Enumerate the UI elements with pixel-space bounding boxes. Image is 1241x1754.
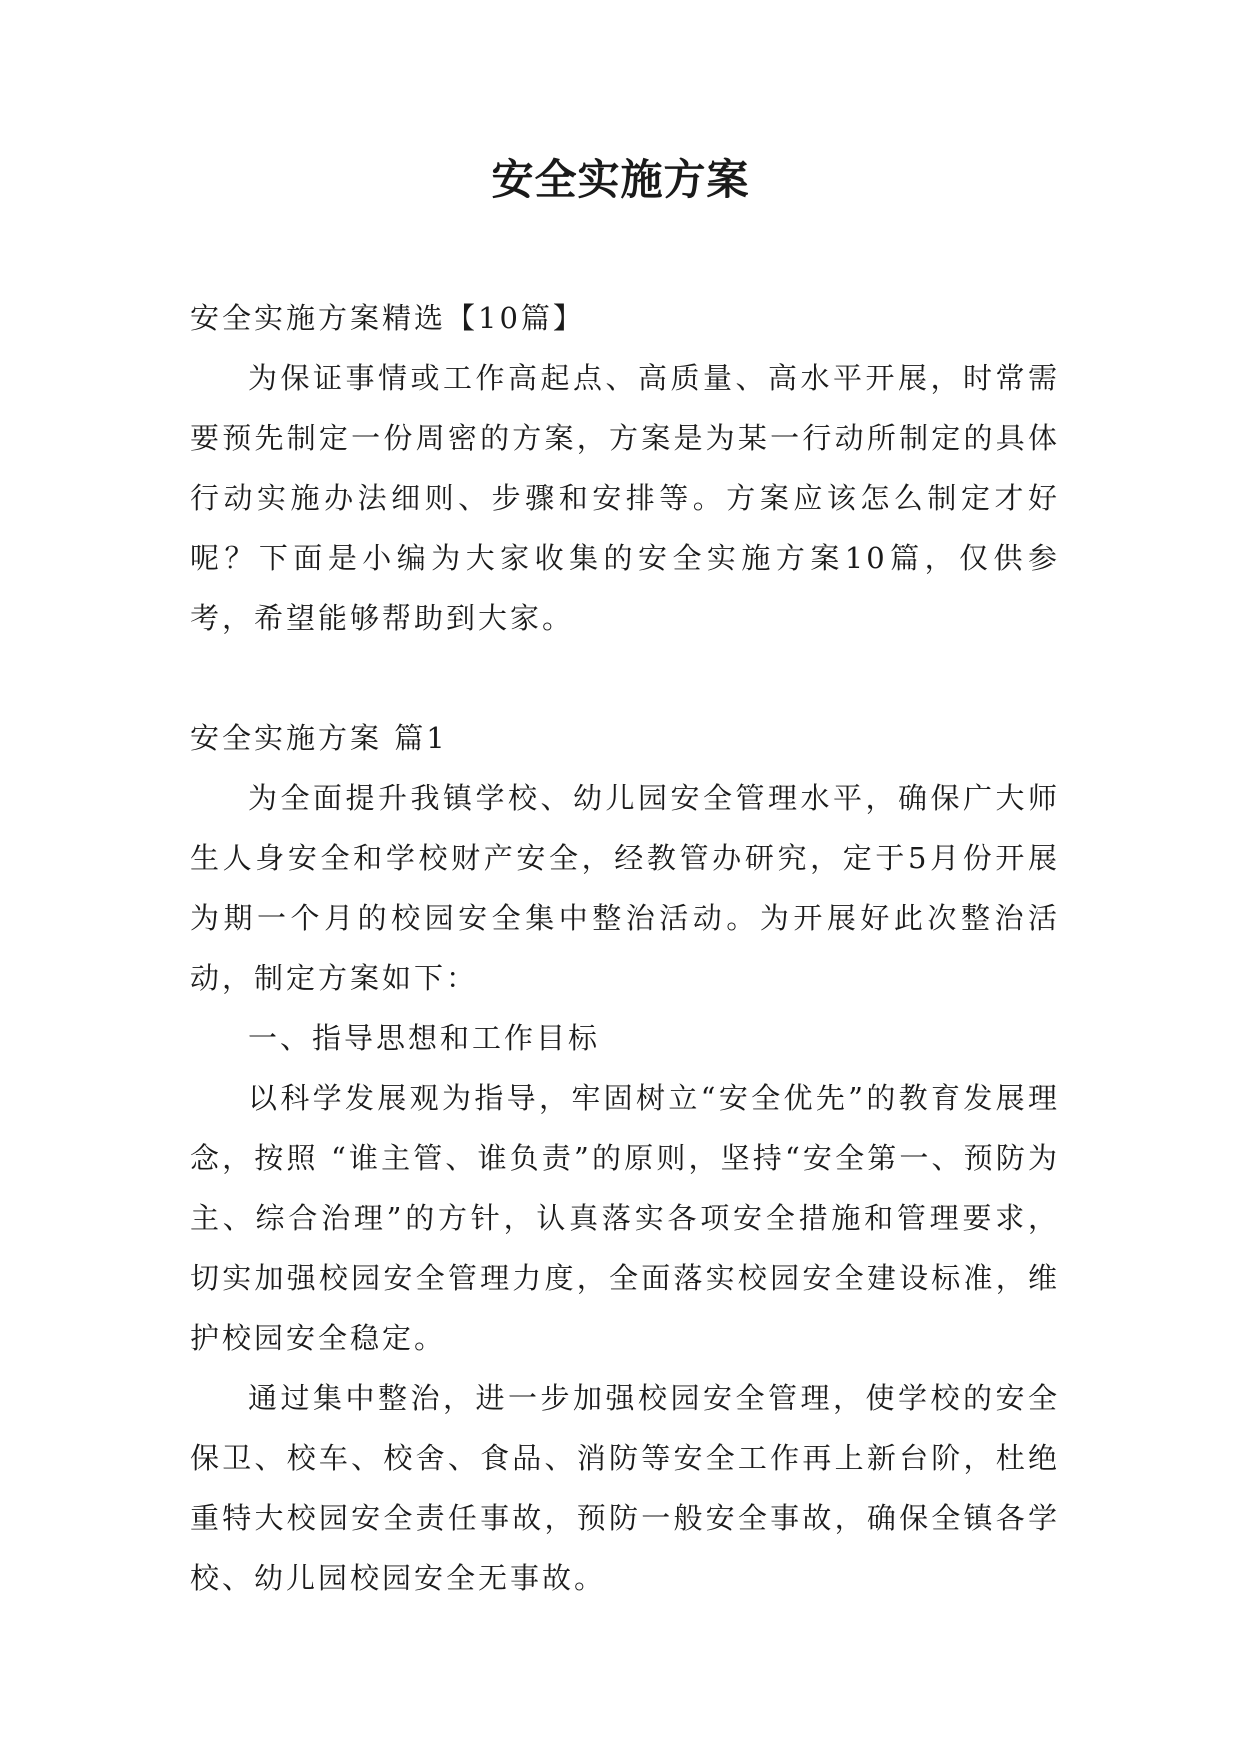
intro-paragraph: 为保证事情或工作高起点、高质量、高水平开展，时常需要预先制定一份周密的方案，方案是为某一行动所制定的具体行动实施办法细则、步骤和安排等。方案应该怎么制定才好呢？下面是小编为大家收集的安全实施方案10篇，仅供参考，希望能够帮助到大家。 bbox=[190, 361, 1060, 635]
document-subtitle: 安全实施方案精选【10篇】 bbox=[190, 301, 585, 335]
body-paragraph: 通过集中整治，进一步加强校园安全管理，使学校的安全保卫、校车、校舍、食品、消防等安全工作再上新台阶，杜绝重特大校园安全责任事故，预防一般安全事故，确保全镇各学校、幼儿园校园安全无事故。 bbox=[190, 1381, 1060, 1595]
subsection-heading: 一、指导思想和工作目标 bbox=[248, 1021, 601, 1055]
section-spacer bbox=[190, 648, 1060, 708]
section-heading: 安全实施方案 篇1 bbox=[190, 721, 448, 755]
document-title: 安全实施方案 bbox=[491, 155, 750, 204]
body-paragraph: 以科学发展观为指导，牢固树立“安全优先”的教育发展理念，按照 “谁主管、谁负责”的原则，坚持“安全第一、预防为主、综合治理”的方针，认真落实各项安全措施和管理要求，切实加强校园安全管理力度，全面落实校园安全建设标准，维护校园安全稳定。 bbox=[190, 1081, 1060, 1355]
document-body bbox=[190, 288, 1060, 1608]
body-paragraph: 为全面提升我镇学校、幼儿园安全管理水平，确保广大师生人身安全和学校财产安全，经教管办研究，定于5月份开展为期一个月的校园安全集中整治活动。为开展好此次整治活动，制定方案如下： bbox=[190, 781, 1060, 995]
